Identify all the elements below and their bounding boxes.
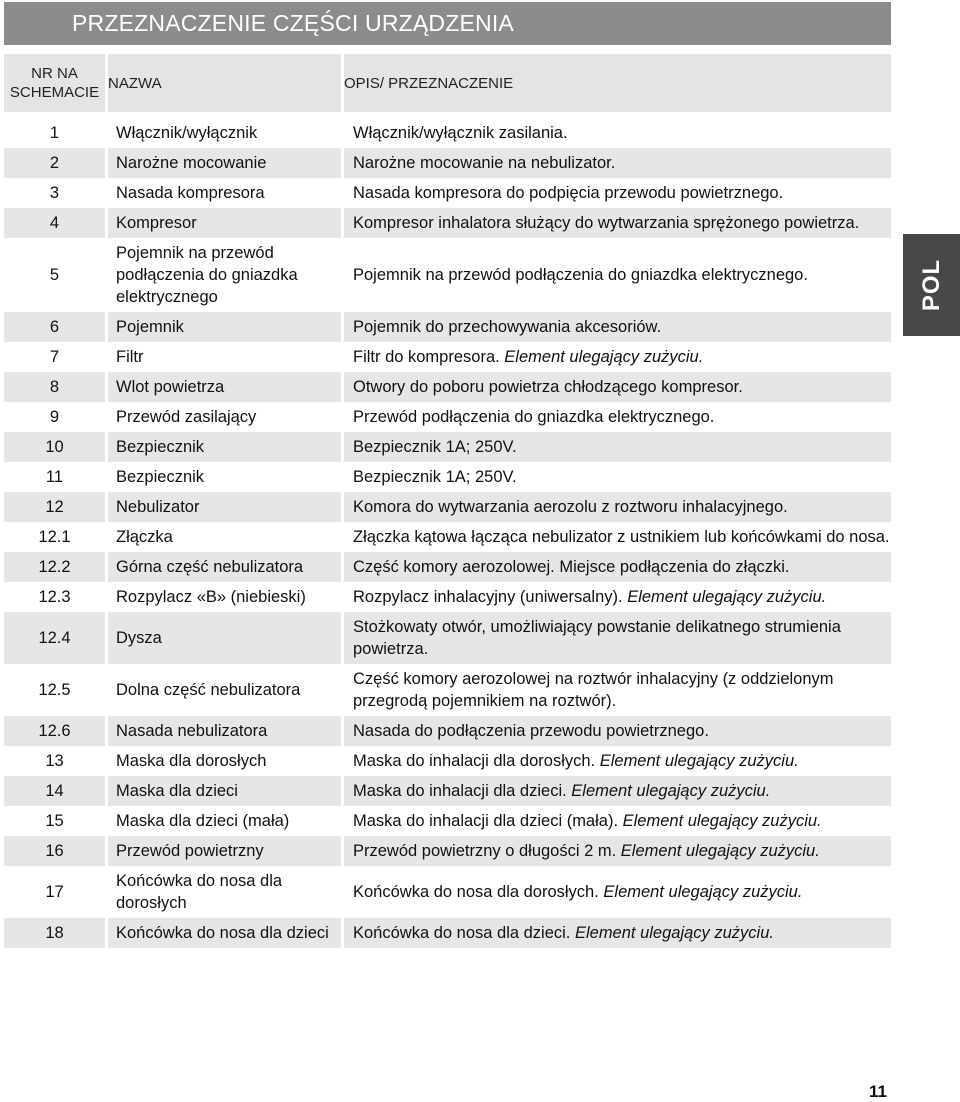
- part-number: 3: [4, 178, 108, 208]
- part-name: Dysza: [108, 612, 344, 664]
- description-text: Maska do inhalacji dla dorosłych.: [353, 752, 600, 770]
- part-description: [344, 836, 891, 866]
- part-description: [344, 664, 891, 716]
- part-name: Kompresor: [108, 208, 344, 238]
- part-number: 12: [4, 492, 108, 522]
- description-text: Pojemnik do przechowywania akcesoriów.: [353, 318, 662, 336]
- part-description: [344, 582, 891, 612]
- part-number: 6: [4, 312, 108, 342]
- part-name: Narożne mocowanie: [108, 148, 344, 178]
- table-row: [4, 746, 891, 776]
- table-row: [4, 208, 891, 238]
- part-number: 10: [4, 432, 108, 462]
- table-row: [4, 806, 891, 836]
- table-row: [4, 342, 891, 372]
- table-row: [4, 612, 891, 664]
- description-text: Nasada kompresora do podpięcia przewodu powietrznego.: [353, 184, 784, 202]
- table-row: [4, 148, 891, 178]
- part-number: 12.1: [4, 522, 108, 552]
- part-description: [344, 552, 891, 582]
- part-description: [344, 432, 891, 462]
- wear-part-note: Element ulegający zużyciu.: [620, 842, 820, 860]
- part-number: 12.4: [4, 612, 108, 664]
- table-row: [4, 462, 891, 492]
- part-number: 18: [4, 918, 108, 948]
- part-name: Pojemnik: [108, 312, 344, 342]
- description-text: Nasada do podłączenia przewodu powietrznego.: [353, 722, 709, 740]
- part-name: Nebulizator: [108, 492, 344, 522]
- description-text: Bezpiecznik 1A; 250V.: [353, 438, 517, 456]
- part-name: Bezpiecznik: [108, 432, 344, 462]
- part-name: Górna część nebulizatora: [108, 552, 344, 582]
- part-description: [344, 492, 891, 522]
- part-number: 12.6: [4, 716, 108, 746]
- column-header-description: OPIS/ PRZEZNACZENIE: [344, 54, 891, 112]
- parts-table: [4, 54, 891, 948]
- part-name: Filtr: [108, 342, 344, 372]
- part-number: 15: [4, 806, 108, 836]
- table-row: [4, 178, 891, 208]
- table-row: [4, 238, 891, 312]
- part-name: Nasada nebulizatora: [108, 716, 344, 746]
- part-description: [344, 716, 891, 746]
- table-row: [4, 372, 891, 402]
- part-number: 1: [4, 118, 108, 148]
- description-text: Kompresor inhalatora służący do wytwarzania sprężonego powietrza.: [353, 214, 860, 232]
- part-name: Nasada kompresora: [108, 178, 344, 208]
- page-number: 11: [869, 1082, 887, 1101]
- part-name: Włącznik/wyłącznik: [108, 118, 344, 148]
- table-row: [4, 312, 891, 342]
- wear-part-note: Element ulegający zużyciu.: [571, 782, 771, 800]
- table-row: [4, 776, 891, 806]
- part-number: 16: [4, 836, 108, 866]
- part-description: [344, 462, 891, 492]
- wear-part-note: Element ulegający zużyciu.: [504, 348, 704, 366]
- column-header-nr: NR NA SCHEMACIE: [4, 54, 108, 112]
- table-row: [4, 716, 891, 746]
- wear-part-note: Element ulegający zużyciu.: [622, 812, 822, 830]
- part-description: [344, 866, 891, 918]
- description-text: Część komory aerozolowej na roztwór inhalacyjny (z oddzielonym przegrodą pojemnikiem na roztwór).: [353, 670, 834, 710]
- description-text: Narożne mocowanie na nebulizator.: [353, 154, 616, 172]
- part-number: 8: [4, 372, 108, 402]
- wear-part-note: Element ulegający zużyciu.: [574, 924, 774, 942]
- description-text: Złączka kątowa łącząca nebulizator z ustnikiem lub końcówkami do nosa.: [353, 528, 890, 546]
- table-row: [4, 582, 891, 612]
- part-number: 14: [4, 776, 108, 806]
- part-name: Rozpylacz «B» (niebieski): [108, 582, 344, 612]
- part-name: Końcówka do nosa dla dorosłych: [108, 866, 344, 918]
- table-header-row: [4, 54, 891, 112]
- part-number: 12.5: [4, 664, 108, 716]
- table-row: [4, 664, 891, 716]
- table-row: [4, 432, 891, 462]
- part-number: 5: [4, 238, 108, 312]
- part-name: Bezpiecznik: [108, 462, 344, 492]
- part-number: 12.3: [4, 582, 108, 612]
- description-text: Stożkowaty otwór, umożliwiający powstanie delikatnego strumienia powietrza.: [353, 618, 841, 658]
- table-row: [4, 118, 891, 148]
- description-text: Komora do wytwarzania aerozolu z roztworu inhalacyjnego.: [353, 498, 788, 516]
- part-number: 2: [4, 148, 108, 178]
- description-text: Filtr do kompresora.: [353, 348, 505, 366]
- part-description: [344, 208, 891, 238]
- section-title: PRZEZNACZENIE CZĘŚCI URZĄDZENIA: [4, 2, 891, 45]
- table-row: [4, 918, 891, 948]
- table-row: [4, 552, 891, 582]
- part-name: Wlot powietrza: [108, 372, 344, 402]
- part-number: 17: [4, 866, 108, 918]
- part-name: Dolna część nebulizatora: [108, 664, 344, 716]
- table-row: [4, 522, 891, 552]
- part-name: Przewód zasilający: [108, 402, 344, 432]
- part-description: [344, 612, 891, 664]
- part-description: [344, 312, 891, 342]
- description-text: Przewód powietrzny o długości 2 m.: [353, 842, 621, 860]
- part-name: Maska dla dzieci (mała): [108, 806, 344, 836]
- part-description: [344, 402, 891, 432]
- description-text: Część komory aerozolowej. Miejsce podłączenia do złączki.: [353, 558, 790, 576]
- description-text: Końcówka do nosa dla dzieci.: [353, 924, 575, 942]
- description-text: Rozpylacz inhalacyjny (uniwersalny).: [353, 588, 628, 606]
- part-number: 13: [4, 746, 108, 776]
- part-number: 9: [4, 402, 108, 432]
- language-tab-label: POL: [917, 258, 945, 312]
- description-text: Włącznik/wyłącznik zasilania.: [353, 124, 568, 142]
- part-number: 7: [4, 342, 108, 372]
- language-tab: [903, 234, 960, 336]
- wear-part-note: Element ulegający zużyciu.: [599, 752, 799, 770]
- part-description: [344, 238, 891, 312]
- description-text: Końcówka do nosa dla dorosłych.: [353, 883, 604, 901]
- part-description: [344, 148, 891, 178]
- description-text: Bezpiecznik 1A; 250V.: [353, 468, 517, 486]
- column-header-name: NAZWA: [108, 54, 344, 112]
- part-description: [344, 522, 891, 552]
- table-row: [4, 402, 891, 432]
- part-name: Końcówka do nosa dla dzieci: [108, 918, 344, 948]
- part-description: [344, 178, 891, 208]
- part-description: [344, 342, 891, 372]
- part-description: [344, 918, 891, 948]
- part-number: 4: [4, 208, 108, 238]
- table-row: [4, 866, 891, 918]
- wear-part-note: Element ulegający zużyciu.: [627, 588, 827, 606]
- description-text: Maska do inhalacji dla dzieci.: [353, 782, 572, 800]
- part-name: Maska dla dorosłych: [108, 746, 344, 776]
- table-row: [4, 836, 891, 866]
- part-description: [344, 746, 891, 776]
- part-name: Pojemnik na przewód podłączenia do gniazdka elektrycznego: [108, 238, 344, 312]
- wear-part-note: Element ulegający zużyciu.: [603, 883, 803, 901]
- part-description: [344, 118, 891, 148]
- description-text: Przewód podłączenia do gniazdka elektrycznego.: [353, 408, 715, 426]
- part-name: Przewód powietrzny: [108, 836, 344, 866]
- table-row: [4, 492, 891, 522]
- part-name: Złączka: [108, 522, 344, 552]
- part-description: [344, 776, 891, 806]
- description-text: Maska do inhalacji dla dzieci (mała).: [353, 812, 623, 830]
- part-description: [344, 372, 891, 402]
- description-text: Pojemnik na przewód podłączenia do gniazdka elektrycznego.: [353, 266, 808, 284]
- part-name: Maska dla dzieci: [108, 776, 344, 806]
- description-text: Otwory do poboru powietrza chłodzącego kompresor.: [353, 378, 743, 396]
- part-description: [344, 806, 891, 836]
- part-number: 11: [4, 462, 108, 492]
- part-number: 12.2: [4, 552, 108, 582]
